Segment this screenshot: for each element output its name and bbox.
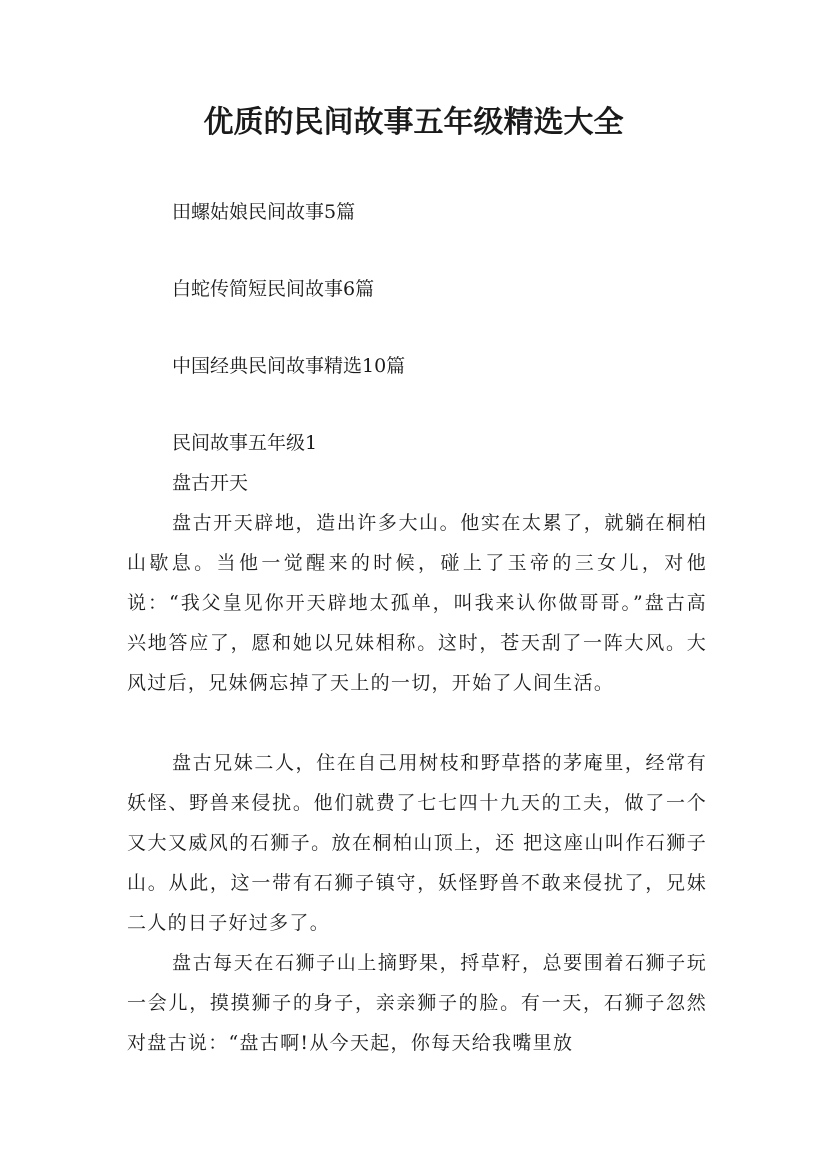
story-paragraph: 盘古开天辟地，造出许多大山。他实在太累了，就躺在桐柏山歇息。当他一觉醒来的时候，碰上了玉帝的三女儿，对他说：“我父皇见你开天辟地太孤单，叫我来认你做哥哥。”盘古高兴地答应了，愿和她以兄妹相称。这时，苍天刮了一阵大风。大风过后，兄妹俩忘掉了天上的一切，开始了人间生活。 xyxy=(127,512,707,694)
toc-item: 中国经典民间故事精选10篇 xyxy=(172,355,406,377)
toc-item: 田螺姑娘民间故事5篇 xyxy=(172,201,356,223)
story-paragraph: 盘古每天在石狮子山上摘野果，捋草籽，总要围着石狮子玩一会儿，摸摸狮子的身子，亲亲狮子的脸。有一天，石狮子忽然对盘古说：“盘古啊!从今天起，你每天给我嘴里放 xyxy=(127,952,707,1054)
section-heading: 民间故事五年级1 xyxy=(172,432,318,454)
toc-item: 白蛇传简短民间故事6篇 xyxy=(172,278,375,300)
story-paragraph: 盘古兄妹二人，住在自己用树枝和野草搭的茅庵里，经常有妖怪、野兽来侵扰。他们就费了七七四十九天的工夫，做了一个又大又威风的石狮子。放在桐柏山顶上，还 把这座山叫作石狮子山。从此，这一带有石狮子镇守，妖怪野兽不敢来侵扰了，兄妹二人的日子好过多了。 xyxy=(127,752,707,934)
document-title: 优质的民间故事五年级精选大全 xyxy=(203,105,624,140)
story-title: 盘古开天 xyxy=(172,472,249,494)
